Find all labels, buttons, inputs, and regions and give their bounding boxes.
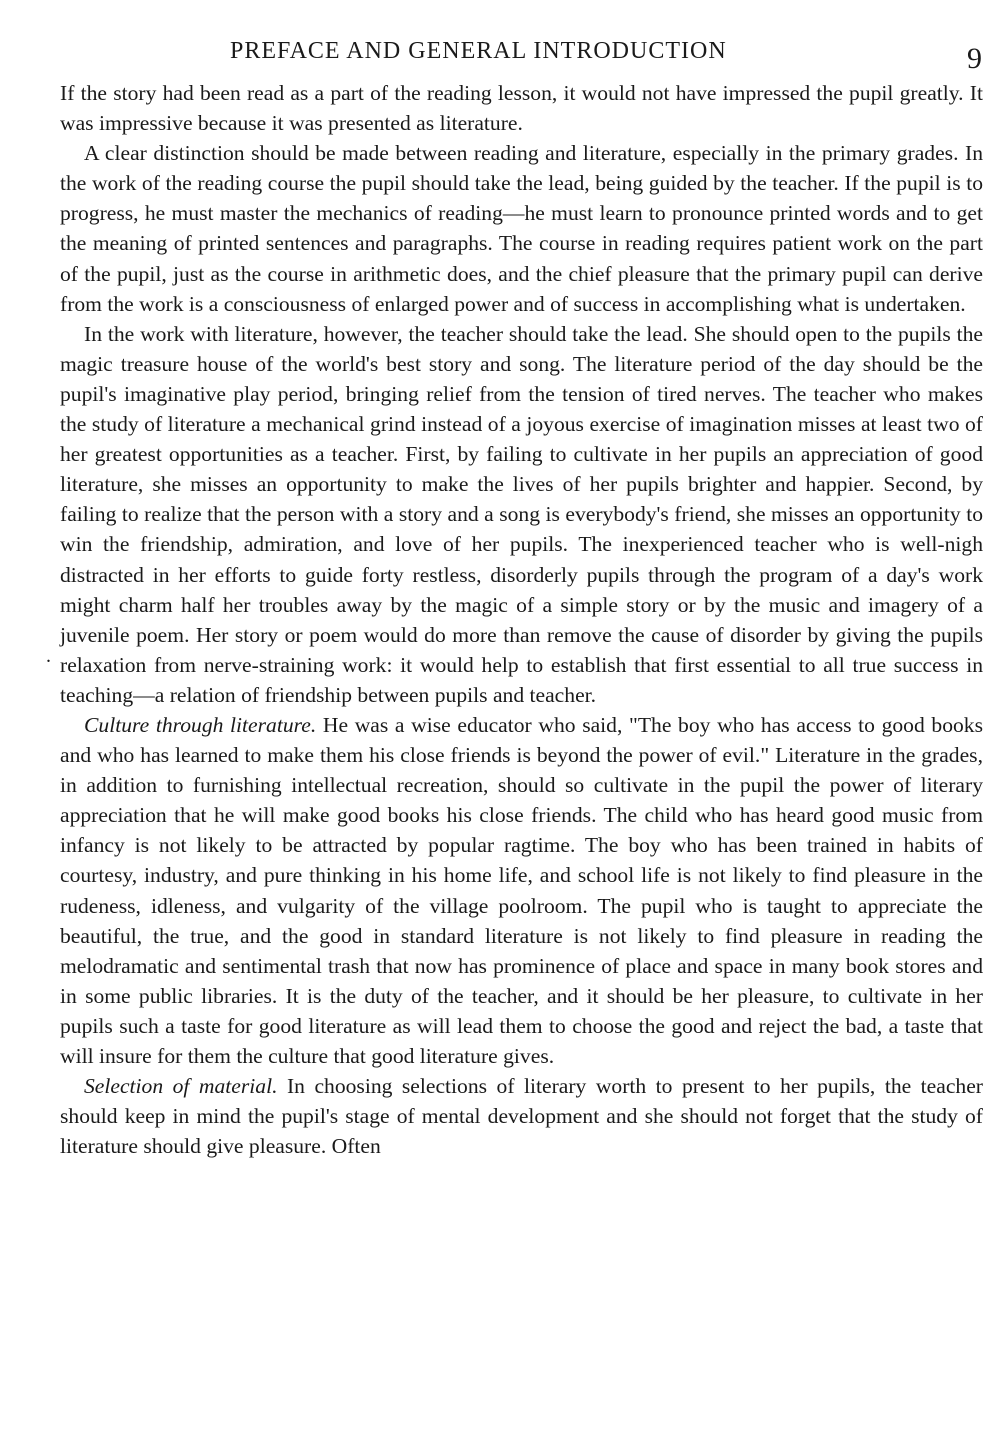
document-page xyxy=(46,38,984,1161)
paragraph-4-text: He was a wise educator who said, "The boy who has access to good books and who has learned to make them his close friends is beyond the power of evil." Literature in the grades, in addition to furnishing intellectual recreation, should so cultivate in the pupil the power of literary appreciation that he will make good books his close friends. The child who has heard good music from infancy is not likely to be attracted by popular ragtime. The boy who has been trained in habits of courtesy, industry, and pure thinking in his home life, and school life is not likely to find pleasure in the rudeness, idleness, and vulgarity of the village poolroom. The pupil who is taught to appreciate the beautiful, the true, and the good in standard literature is not likely to find pleasure in reading the melodramatic and sentimental trash that now has prominence of place and space in many book stores and in some public libraries. It is the duty of the teacher, and it should be her pleasure, to cultivate in her pupils such a taste for good literature as will lead them to choose the good and reject the bad, a taste that will insure for them the culture that good literature gives. xyxy=(60,712,984,1068)
paragraph-4 xyxy=(60,710,983,1071)
margin-mark: . xyxy=(46,645,51,667)
paragraph-5-text: In choosing selections of literary worth to present to her pupils, the teacher should keep in mind the pupil's stage of mental development and she should not forget that the study of literature should give pleasure. Often xyxy=(60,1074,984,1159)
side-head-selection: Selection of material. xyxy=(84,1074,278,1099)
page-number: 9 xyxy=(967,42,983,75)
paragraph-3: In the work with literature, however, the teacher should take the lead. She should open to the pupils the magic treasure house of the world's best story and song. The literature period of the day should be the pupil's imaginative play period, bringing relief from the tension of tired nerves. The teacher who makes the study of literature a mechanical grind instead of a joyous exercise of imagination misses at least two of her greatest opportunities as a teacher. First, by failing to cultivate in her pupils an appreciation of good literature, she misses an opportunity to make the lives of her pupils brighter and happier. Second, by failing to realize that the person with a story and a song is everybody's friend, she misses an opportunity to win the friendship, admiration, and love of her pupils. The inexperienced teacher who is well-nigh distracted in her efforts to guide forty restless, disorderly pupils through the program of a day's work might charm half her troubles away by the magic of a simple story or by the music and imagery of a juvenile poem. Her story or poem would do more than remove the cause of disorder by giving the pupils relaxation from nerve-straining work: it would help to establish that first essential to all true success in teaching—a relation of friendship between pupils and teacher. xyxy=(60,321,983,707)
paragraph-2: A clear distinction should be made between reading and literature, especially in the primary grades. In the work of the reading course the pupil should take the lead, being guided by the teacher. If the pupil is to progress, he must master the mechanics of reading—he must learn to pronounce printed words and to get the meaning of printed sentences and paragraphs. The course in reading requires patient work on the part of the pupil, just as the course in arithmetic does, and the chief pleasure that the primary pupil can derive from the work is a consciousness of enlarged power and of success in accomplishing what is undertaken. xyxy=(60,141,983,316)
paragraph-1: If the story had been read as a part of the reading lesson, it would not have impressed the pupil greatly. It was impressive because it was presented as literature. xyxy=(60,81,983,136)
paragraph-5 xyxy=(60,1071,983,1161)
running-head xyxy=(60,38,983,78)
side-head-culture: Culture through literature. xyxy=(84,712,317,737)
running-title: PREFACE AND GENERAL INTRODUCTION xyxy=(230,38,727,64)
